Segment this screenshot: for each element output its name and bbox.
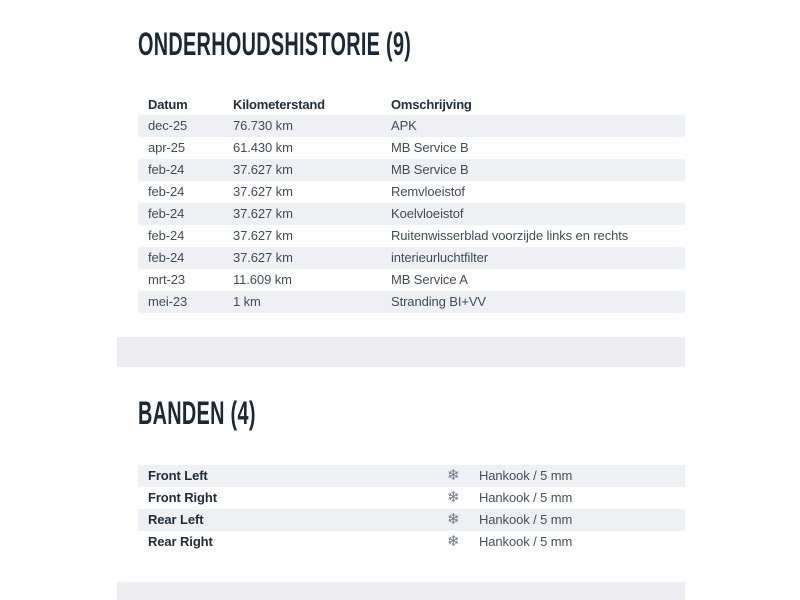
snowflake-icon: ❄	[447, 511, 460, 528]
tyre-brand-depth: Hankook / 5 mm	[479, 512, 573, 527]
tyre-row	[138, 531, 685, 553]
tyres-table	[138, 465, 685, 553]
tyre-brand-depth: Hankook / 5 mm	[479, 468, 573, 483]
cell-omschrijving: MB Service B	[391, 162, 469, 177]
table-row	[138, 247, 685, 269]
cell-datum: apr-25	[148, 140, 185, 155]
column-header-omschrijving: Omschrijving	[391, 97, 472, 112]
column-header-datum: Datum	[148, 97, 188, 112]
cell-kilometerstand: 37.627 km	[233, 162, 293, 177]
table-row	[138, 137, 685, 159]
maintenance-table-body	[138, 115, 685, 313]
cell-omschrijving: MB Service A	[391, 272, 468, 287]
cell-omschrijving: Ruitenwisserblad voorzijde links en rechts	[391, 228, 629, 243]
cell-datum: feb-24	[148, 184, 185, 199]
cell-kilometerstand: 37.627 km	[233, 206, 293, 221]
cell-kilometerstand: 61.430 km	[233, 140, 293, 155]
snowflake-icon: ❄	[447, 489, 460, 506]
column-header-kilometerstand: Kilometerstand	[233, 97, 325, 112]
maintenance-history-table	[138, 96, 685, 313]
table-row	[138, 159, 685, 181]
maintenance-history-title: ONDERHOUDSHISTORIE (9)	[138, 26, 412, 62]
cell-datum: feb-24	[148, 228, 185, 243]
cell-omschrijving: Koelvloeistof	[391, 206, 464, 221]
tyre-brand-depth: Hankook / 5 mm	[479, 534, 573, 549]
tyre-position-label: Rear Left	[148, 512, 204, 527]
tyre-position-label: Rear Right	[148, 534, 213, 549]
table-row	[138, 181, 685, 203]
cell-datum: feb-24	[148, 206, 185, 221]
cell-kilometerstand: 37.627 km	[233, 250, 293, 265]
tyre-row	[138, 487, 685, 509]
cell-datum: feb-24	[148, 162, 185, 177]
cell-kilometerstand: 37.627 km	[233, 228, 293, 243]
tyre-row	[138, 509, 685, 531]
maintenance-table-header	[138, 96, 685, 115]
cell-kilometerstand: 11.609 km	[233, 272, 292, 287]
cell-datum: mei-23	[148, 294, 188, 309]
tyre-brand-depth: Hankook / 5 mm	[479, 490, 573, 505]
cell-omschrijving: Remvloeistof	[391, 184, 465, 199]
section-divider	[117, 582, 685, 600]
cell-datum: feb-24	[148, 250, 185, 265]
snowflake-icon: ❄	[447, 467, 460, 484]
section-divider	[117, 337, 685, 367]
snowflake-icon: ❄	[447, 533, 460, 550]
tyre-row	[138, 465, 685, 487]
table-row	[138, 269, 685, 291]
cell-kilometerstand: 37.627 km	[233, 184, 293, 199]
table-row	[138, 115, 685, 137]
cell-datum: dec-25	[148, 118, 188, 133]
cell-omschrijving: interieurluchtfilter	[391, 250, 488, 265]
cell-datum: mrt-23	[148, 272, 185, 287]
tyre-position-label: Front Left	[148, 468, 208, 483]
tyre-position-label: Front Right	[148, 490, 217, 505]
table-row	[138, 291, 685, 313]
cell-kilometerstand: 1 km	[233, 294, 261, 309]
table-row	[138, 203, 685, 225]
cell-omschrijving: APK	[391, 118, 417, 133]
table-row	[138, 225, 685, 247]
cell-omschrijving: Stranding BI+VV	[391, 294, 486, 309]
cell-kilometerstand: 76.730 km	[233, 118, 293, 133]
cell-omschrijving: MB Service B	[391, 140, 469, 155]
tyres-section-title: BANDEN (4)	[138, 395, 256, 431]
